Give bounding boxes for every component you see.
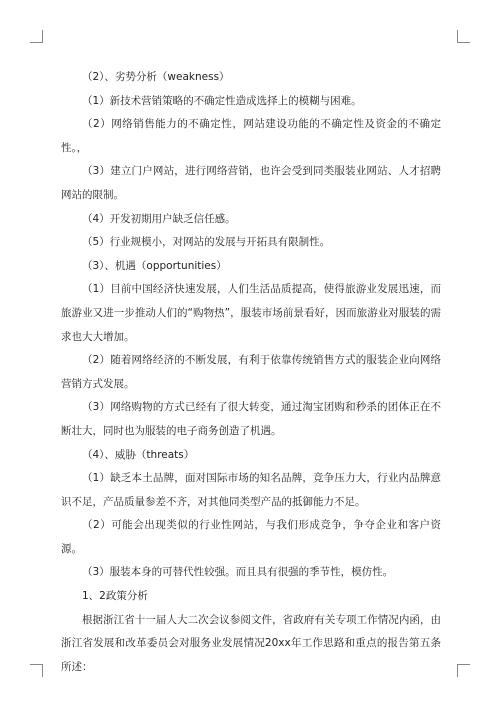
paragraph: （1）新技术营销策略的不确定性造成选择上的模糊与困难。 — [82, 94, 362, 107]
paragraph: （4）开发初期用户缺乏信任感。 — [82, 212, 236, 225]
crop-mark-top-right — [457, 30, 470, 43]
paragraph: （1）目前中国经济快速发展，人们生活品质提高，使得旅游业发展迅速，而旅游业又进一步推动人们的“购物热”，服装市场前景看好，因而旅游业对服装的需求也大大增加。 — [61, 283, 441, 343]
crop-mark-bottom-left — [30, 664, 43, 677]
paragraph: （3）网络购物的方式已经有了很大转变，通过淘宝团购和秒杀的团体正在不断壮大，同时也为服装的电子商务创造了机遇。 — [61, 401, 441, 437]
paragraph: （2）可能会出现类似的行业性网站，与我们形成竞争，争夺企业和客户资源。 — [61, 519, 441, 555]
paragraph: 根据浙江省十一届人大二次会议参阅文件，省政府有关专项工作情况内函，由浙江省发展和改革委员会对服务业发展情况20xx年工作思路和重点的报告第五条所述： — [61, 613, 441, 673]
paragraph: （2）随着网络经济的不断发展，有利于依靠传统销售方式的服装企业向网络营销方式发展。 — [61, 354, 441, 390]
paragraph: （3）服装本身的可替代性较强。而且具有很强的季节性，模仿性。 — [82, 566, 394, 579]
document-page — [61, 66, 441, 679]
section-heading-weakness: （2）、劣势分析（weakness） — [82, 71, 230, 83]
paragraph: （3）建立门户网站，进行网络营销，也许会受到同类服装业网站、人才招聘网站的限制。 — [61, 165, 441, 201]
section-heading-threats: （4）、威胁（threats） — [82, 448, 195, 461]
section-heading-opportunities: （3）、机遇（opportunities） — [82, 259, 227, 272]
section-heading-policy: 1、2政策分析 — [82, 590, 148, 603]
paragraph: （2）网络销售能力的不确定性，网站建设功能的不确定性及资金的不确定性。， — [61, 118, 441, 154]
crop-mark-top-left — [30, 30, 43, 43]
crop-mark-bottom-right — [457, 664, 470, 677]
paragraph: （1）缺乏本土品牌，面对国际市场的知名品牌，竞争压力大，行业内品牌意识不足，产品质量参差不齐，对其他同类型产品的抵御能力不足。 — [61, 472, 441, 508]
paragraph: （5）行业规模小，对网站的发展与开拓具有限制性。 — [82, 236, 331, 249]
